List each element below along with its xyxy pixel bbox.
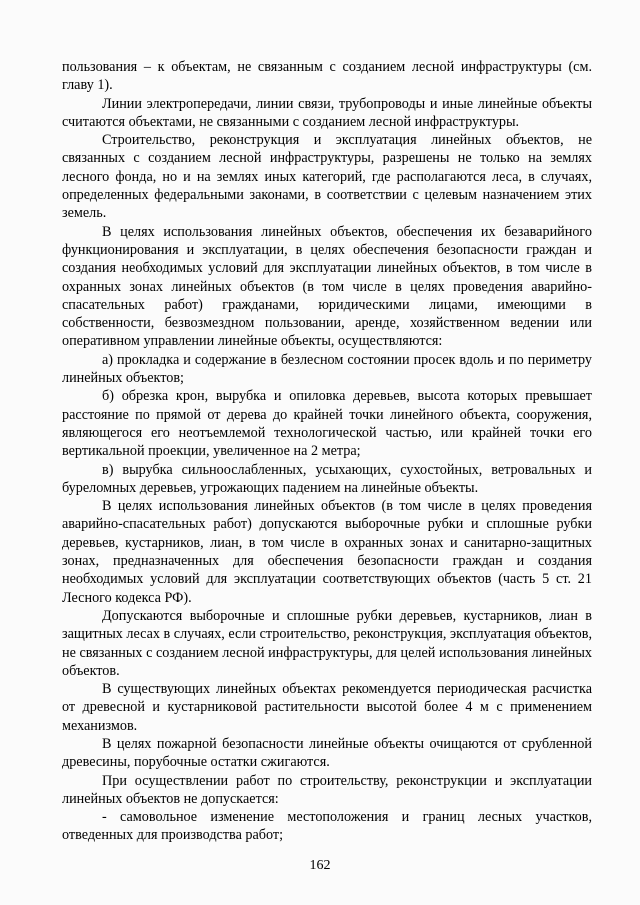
list-item-dash: - самовольное изменение местоположения и границ лесных участков, отведенных для производства работ; bbox=[62, 809, 592, 844]
paragraph-4: В целях использования линейных объектов, обеспечения их безаварийного функционирования и эксплуатации, в целях обеспечения безопасности граждан и создания необходимых условий для эксплуатации линейных объектов, в том числе в охранных зонах линейных объектов (в том числе в целях проведения аварийно-спасательных работ) гражданами, юридическими лицами, имеющими в собственности, безвозмездном пользовании, аренде, хозяйственном ведении или оперативном управлении линейные объекты, осуществляются: bbox=[62, 223, 592, 350]
paragraph-1: пользования – к объектам, не связанным с созданием лесной инфраструктуры (см. главу 1). bbox=[62, 59, 592, 94]
paragraph-11: В целях пожарной безопасности линейные объекты очищаются от срубленной древесины, порубочные остатки сжигаются. bbox=[62, 735, 592, 771]
list-item-b: б) обрезка крон, вырубка и опиловка деревьев, высота которых превышает расстояние по прямой от дерева до крайней точки линейного объекта, сооружения, являющегося его неотъемлемой технологической частью, или крайней точки его вертикальной проекции, увеличенное на 2 метра; bbox=[62, 388, 592, 460]
paragraph-3: Строительство, реконструкция и эксплуатация линейных объектов, не связанных с созданием лесной инфраструктуры, разрешены не только на землях лесного фонда, но и на землях иных категорий, где располагаются леса, в случаях, определенных федеральными законами, в соответствии с целевым назначением этих земель. bbox=[62, 132, 592, 222]
list-item-a: а) прокладка и содержание в безлесном состоянии просек вдоль и по периметру линейных объектов; bbox=[62, 351, 592, 387]
list-item-c: в) вырубка сильноослабленных, усыхающих, сухостойных, ветровальных и буреломных деревьев, угрожающих падением на линейные объекты. bbox=[62, 461, 592, 496]
body-text bbox=[62, 58, 592, 845]
paragraph-2: Линии электропередачи, линии связи, трубопроводы и иные линейные объекты считаются объектами, не связанными с созданием лесной инфраструктуры. bbox=[62, 95, 592, 130]
paragraph-10: В существующих линейных объектах рекомендуется периодическая расчистка от древесной и кустарниковой растительности высотой более 4 м с применением механизмов. bbox=[62, 681, 592, 734]
paragraph-12: При осуществлении работ по строительству, реконструкции и эксплуатации линейных объектов не допускается: bbox=[62, 772, 592, 807]
paragraph-8: В целях использования линейных объектов (в том числе в целях проведения аварийно-спасательных работ) допускаются выборочные рубки и сплошные рубки деревьев, кустарников, лиан, в том числе в охранных зонах и санитарно-защитных зонах, предназначенных для обеспечения безопасности граждан и создания необходимых условий для эксплуатации соответствующих объектов (часть 5 ст. 21 Лесного кодекса РФ). bbox=[62, 498, 592, 606]
paragraph-9: Допускаются выборочные и сплошные рубки деревьев, кустарников, лиан в защитных лесах в случаях, если строительство, реконструкция, эксплуатация объектов, не связанных с созданием лесной инфраструктуры, для целей использования линейных объектов. bbox=[62, 607, 592, 679]
page-number: 162 bbox=[309, 858, 331, 873]
